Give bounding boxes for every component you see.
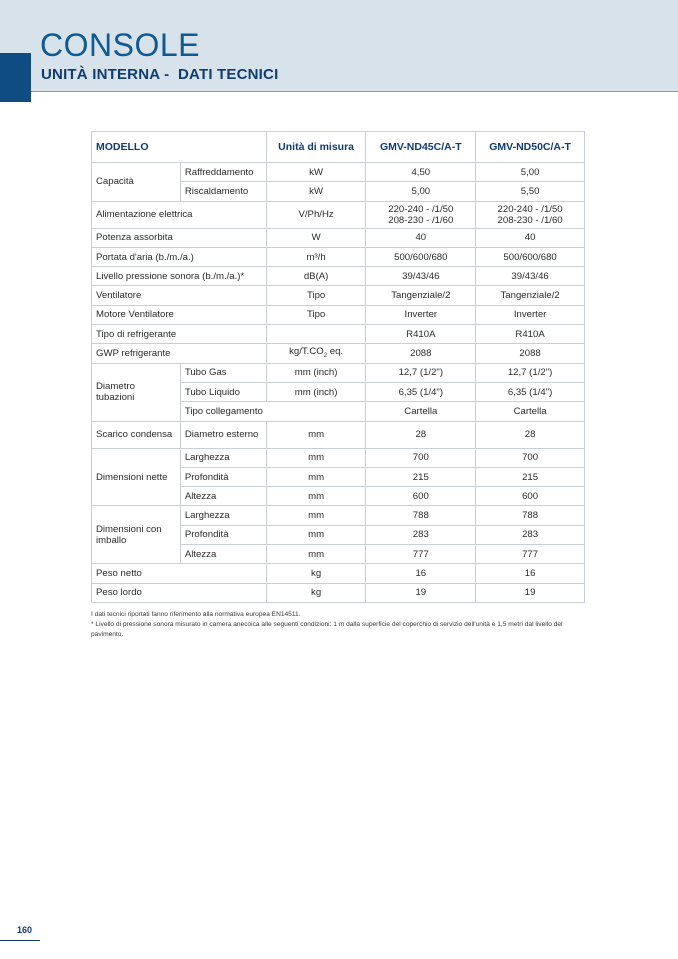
row-unit: W — [266, 228, 366, 247]
value-line: 208-230 - /1/60 — [388, 214, 454, 226]
row-value-1: 19 — [366, 583, 476, 602]
row-unit: kg — [266, 564, 366, 583]
table-row — [92, 228, 585, 247]
row-unit: mm — [266, 421, 366, 448]
row-value-1: 28 — [366, 421, 476, 448]
row-value-2: Inverter — [476, 305, 585, 324]
footnote-standard: I dati tecnici riportati fanno riferimento alla normativa europea EN14511. — [91, 611, 301, 618]
row-unit: kW — [266, 163, 366, 182]
row-unit: mm — [266, 506, 366, 525]
row-value-2: 2088 — [476, 344, 585, 363]
row-unit: mm (inch) — [266, 382, 366, 401]
page-subtitle: UNITÀ INTERNA - DATI TECNICI — [41, 66, 279, 83]
row-unit: kW — [266, 182, 366, 201]
row-sublabel: Diametro esterno — [180, 421, 266, 448]
row-value-2: 215 — [476, 467, 585, 486]
value-line: 220-240 - /1/50 — [388, 203, 454, 215]
header-model: MODELLO — [92, 132, 267, 163]
row-unit: mm — [266, 487, 366, 506]
row-value-1: Tangenziale/2 — [366, 286, 476, 305]
row-value-1: Cartella — [366, 402, 476, 421]
row-label: Scarico condensa — [92, 421, 181, 448]
row-value-1: 6,35 (1/4") — [366, 382, 476, 401]
row-sublabel: Altezza — [180, 487, 266, 506]
header-model-1: GMV-ND45C/A-T — [366, 132, 476, 163]
footnotes — [91, 610, 591, 640]
row-value-2: 40 — [476, 228, 585, 247]
page-number: 160 — [17, 925, 33, 935]
row-value-1: 40 — [366, 228, 476, 247]
row-unit: mm — [266, 545, 366, 564]
technical-data-table — [91, 131, 585, 603]
row-value-1: 5,00 — [366, 182, 476, 201]
row-value-1: Inverter — [366, 305, 476, 324]
row-value-1: R410A — [366, 325, 476, 344]
row-label: GWP refrigerante — [92, 344, 267, 363]
row-label: Alimentazione elettrica — [92, 201, 267, 228]
row-value-2: 600 — [476, 487, 585, 506]
row-unit: mm (inch) — [266, 363, 366, 382]
row-value-2: Cartella — [476, 402, 585, 421]
unit-subscript: 2 — [323, 352, 328, 359]
page-number-rule — [0, 940, 40, 941]
row-label: Tipo di refrigerante — [92, 325, 267, 344]
row-sublabel: Tubo Gas — [180, 363, 266, 382]
row-label: Dimensioni nette — [92, 448, 181, 506]
row-label: Ventilatore — [92, 286, 267, 305]
header-model-2: GMV-ND50C/A-T — [476, 132, 585, 163]
row-sublabel: Altezza — [180, 545, 266, 564]
row-unit: m³/h — [266, 247, 366, 266]
row-value-2: 6,35 (1/4") — [476, 382, 585, 401]
row-unit: dB(A) — [266, 267, 366, 286]
table-row — [92, 583, 585, 602]
row-value-2 — [476, 201, 585, 228]
row-sublabel: Larghezza — [180, 448, 266, 467]
value-line: 208-230 - /1/60 — [497, 214, 563, 226]
table-row — [92, 564, 585, 583]
row-value-2: R410A — [476, 325, 585, 344]
row-unit: mm — [266, 525, 366, 544]
row-value-2: 39/43/46 — [476, 267, 585, 286]
header-unit: Unità di misura — [266, 132, 366, 163]
row-value-1: 12,7 (1/2") — [366, 363, 476, 382]
row-value-2: 19 — [476, 583, 585, 602]
unit-text: kg/T.CO — [289, 345, 324, 357]
row-label: Peso netto — [92, 564, 267, 583]
row-label: Dimensioni con imballo — [92, 506, 181, 564]
row-value-1: 777 — [366, 545, 476, 564]
row-unit — [266, 325, 366, 344]
row-value-2: Tangenziale/2 — [476, 286, 585, 305]
row-sublabel: Profondità — [180, 525, 266, 544]
row-sublabel: Tubo Liquido — [180, 382, 266, 401]
table-row — [92, 363, 585, 382]
row-value-2: 5,00 — [476, 163, 585, 182]
row-value-2: 788 — [476, 506, 585, 525]
row-sublabel: Larghezza — [180, 506, 266, 525]
row-label: Peso lordo — [92, 583, 267, 602]
row-value-2: 28 — [476, 421, 585, 448]
row-label: Portata d'aria (b./m./a.) — [92, 247, 267, 266]
row-value-2: 5,50 — [476, 182, 585, 201]
table-row — [92, 163, 585, 182]
row-value-1: 2088 — [366, 344, 476, 363]
row-sublabel: Profondità — [180, 467, 266, 486]
row-value-2: 16 — [476, 564, 585, 583]
table-row — [92, 506, 585, 525]
table-header-row — [92, 132, 585, 163]
table-row — [92, 325, 585, 344]
row-value-1: 215 — [366, 467, 476, 486]
row-value-1: 788 — [366, 506, 476, 525]
row-sublabel: Tipo collegamento — [180, 402, 366, 421]
row-label: Potenza assorbita — [92, 228, 267, 247]
row-sublabel: Raffreddamento — [180, 163, 266, 182]
table-row — [92, 421, 585, 448]
row-value-1: 700 — [366, 448, 476, 467]
row-unit: Tipo — [266, 305, 366, 324]
row-label: Diametro tubazioni — [92, 363, 181, 421]
value-line: 220-240 - /1/50 — [497, 203, 563, 215]
row-value-1: 283 — [366, 525, 476, 544]
row-unit: mm — [266, 448, 366, 467]
row-value-1: 600 — [366, 487, 476, 506]
row-unit — [266, 344, 366, 363]
row-value-1: 4,50 — [366, 163, 476, 182]
row-label: Livello pressione sonora (b./m./a.)* — [92, 267, 267, 286]
table-row — [92, 305, 585, 324]
row-value-2: 12,7 (1/2") — [476, 363, 585, 382]
footnote-sound-level: * Livello di pressione sonora misurato in camera anecoica alle seguenti condizioni: 1 m dalla superficie del coperchio di servizio dell'unità e 1,5 metri dal livello del pavimento. — [91, 621, 563, 638]
row-value-1: 500/600/680 — [366, 247, 476, 266]
table-row — [92, 286, 585, 305]
row-value-2: 283 — [476, 525, 585, 544]
table-row — [92, 448, 585, 467]
table-row — [92, 344, 585, 363]
row-label: Capacità — [92, 163, 181, 202]
row-unit: Tipo — [266, 286, 366, 305]
row-value-2: 777 — [476, 545, 585, 564]
table-row — [92, 267, 585, 286]
row-value-1: 16 — [366, 564, 476, 583]
header-accent-bar — [0, 53, 31, 102]
row-label: Motore Ventilatore — [92, 305, 267, 324]
row-value-2: 500/600/680 — [476, 247, 585, 266]
table-row — [92, 201, 585, 228]
row-value-2: 700 — [476, 448, 585, 467]
row-unit: kg — [266, 583, 366, 602]
page-title: CONSOLE — [40, 27, 200, 63]
row-unit: mm — [266, 467, 366, 486]
table-row — [92, 247, 585, 266]
row-sublabel: Riscaldamento — [180, 182, 266, 201]
row-value-1: 39/43/46 — [366, 267, 476, 286]
row-value-1 — [366, 201, 476, 228]
row-unit: V/Ph/Hz — [266, 201, 366, 228]
unit-text: eq. — [327, 345, 344, 357]
